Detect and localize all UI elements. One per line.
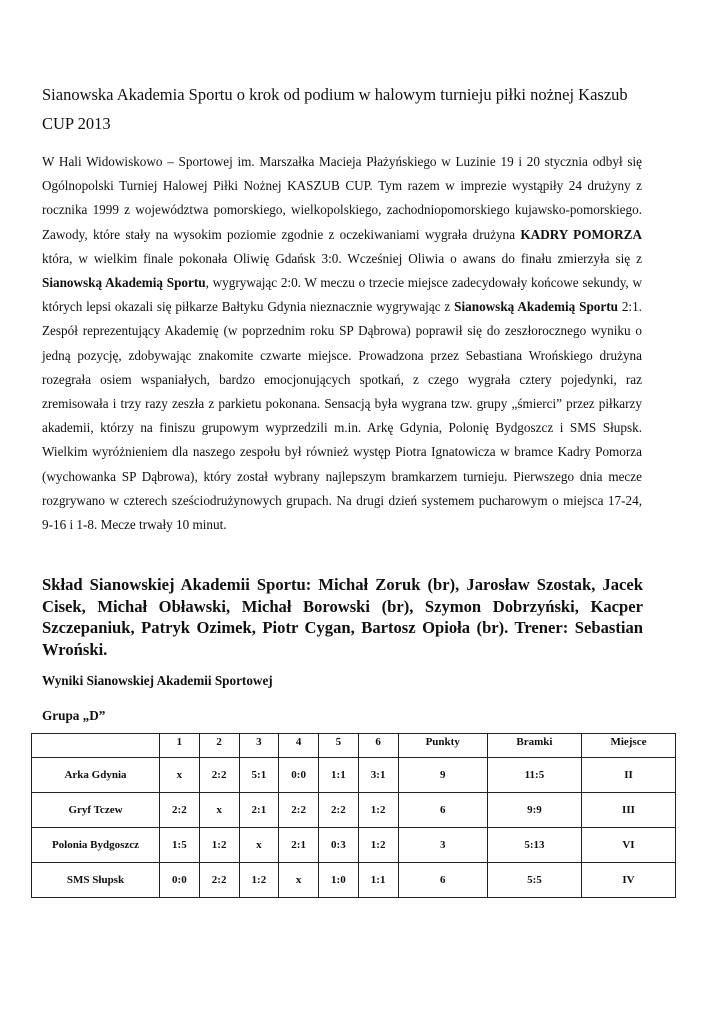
table-cell: 5:13 (487, 828, 581, 863)
team-cell: Gryf Tczew (32, 793, 160, 828)
table-cell: 3:1 (358, 758, 398, 793)
table-cell: 0:3 (319, 828, 359, 863)
table-cell: 1:2 (358, 793, 398, 828)
table-cell: 1:2 (199, 828, 239, 863)
body-bold-akademia-2: Sianowską Akademią Sportu (454, 299, 618, 315)
table-cell: 6 (398, 863, 487, 898)
table-cell: 9:9 (487, 793, 581, 828)
table-row (32, 793, 676, 828)
header-cell: 4 (279, 734, 319, 758)
table-cell: 1:0 (319, 863, 359, 898)
table-cell: 1:2 (239, 863, 279, 898)
table-cell: 6 (398, 793, 487, 828)
team-cell: Polonia Bydgoszcz (32, 828, 160, 863)
table-cell: 2:2 (199, 863, 239, 898)
table-cell: III (581, 793, 675, 828)
table-cell: 1:1 (319, 758, 359, 793)
table-cell: 11:5 (487, 758, 581, 793)
table-header-row (32, 734, 676, 758)
table-cell: IV (581, 863, 675, 898)
table-cell: 2:1 (279, 828, 319, 863)
table-cell: 5:5 (487, 863, 581, 898)
body-bold-kadry: KADRY POMORZA (520, 226, 643, 242)
table-row (32, 828, 676, 863)
table-cell: 5:1 (239, 758, 279, 793)
article-title: Sianowska Akademia Sportu o krok od podium w halowym turnieju piłki nożnej Kaszub CUP 2013 (42, 85, 628, 133)
team-cell: SMS Słupsk (32, 863, 160, 898)
table-cell: x (279, 863, 319, 898)
squad-paragraph: Skład Sianowskiej Akademii Sportu: Michał Zoruk (br), Jarosław Szostak, Jacek Cisek, Michał Obławski, Michał Borowski (br), Szymon Dobrzyński, Kacper Szczepaniuk, Patryk Ozimek, Piotr Cygan, Bartosz Opioła (br). Trener: Sebastian Wroński. (42, 575, 643, 659)
header-cell: 5 (319, 734, 359, 758)
team-cell: Arka Gdynia (32, 758, 160, 793)
table-cell: VI (581, 828, 675, 863)
header-cell: 3 (239, 734, 279, 758)
header-cell: 6 (358, 734, 398, 758)
table-cell: x (160, 758, 200, 793)
body-bold-akademia-1: Sianowską Akademią Sportu (42, 275, 206, 291)
results-heading: Wyniki Sianowskiej Akademii Sportowej (42, 673, 273, 688)
body-text-3: , wygrywając 2:0. W meczu o trzecie miejsce zadecydowały końcowe sekundy, w których lepsi okazali się piłkarze Bałtyku Gdynia nieznacznie wygrywając z (42, 275, 642, 315)
table-cell: 1:2 (358, 828, 398, 863)
table-cell: 3 (398, 828, 487, 863)
table-cell: 0:0 (279, 758, 319, 793)
table-cell: 2:1 (239, 793, 279, 828)
table-cell: 2:2 (160, 793, 200, 828)
table-cell: x (199, 793, 239, 828)
table-row (32, 758, 676, 793)
table-cell: 1:1 (358, 863, 398, 898)
table-cell: 9 (398, 758, 487, 793)
body-text-4: 2:1. Zespół reprezentujący Akademię (w poprzednim roku SP Dąbrowa) poprawił się do zeszłorocznego wyniku o jedną pozycję, zdobywając znakomite czwarte miejsce. Prowadzona przez Sebastiana Wrońskiego drużyna rozegrała osiem wspaniałych, bardzo emocjonujących spotkań, z czego wygrała cztery pojedynki, raz zremisowała i trzy razy zeszła z parkietu pokonana. Sensacją była wygrana tzw. grupy „śmierci” przez piłkarzy akademii, którzy na finiszu grupowym wyprzedzili m.in. Arkę Gdynia, Polonię Bydgoszcz i SMS Słupsk. Wielkim wyróżnieniem dla naszego zespołu był również występ Piotra Ignatowicza w bramce Kadry Pomorza (wychowanka SP Dąbrowa), który został wybrany najlepszym bramkarzem turnieju. Pierwszego dnia mecze rozgrywano w czterech sześciodrużynowych grupach. Na drugi dzień systemem pucharowym o miejsca 17-24, 9-16 i 1-8. Mecze trwały 10 minut. (42, 299, 642, 533)
table-cell: 2:2 (319, 793, 359, 828)
table-cell: x (239, 828, 279, 863)
header-cell: Punkty (398, 734, 487, 758)
header-cell: Miejsce (581, 734, 675, 758)
header-cell (32, 734, 160, 758)
table-cell: II (581, 758, 675, 793)
results-table (31, 733, 676, 898)
table-row (32, 863, 676, 898)
header-cell: 2 (199, 734, 239, 758)
table-cell: 1:5 (160, 828, 200, 863)
group-heading: Grupa „D” (42, 708, 106, 723)
table-cell: 0:0 (160, 863, 200, 898)
table-cell: 2:2 (279, 793, 319, 828)
header-cell: 1 (160, 734, 200, 758)
header-cell: Bramki (487, 734, 581, 758)
article-body (42, 150, 642, 537)
body-text-2: która, w wielkim finale pokonała Oliwię Gdańsk 3:0. Wcześniej Oliwia o awans do finału zmierzyła się z (42, 250, 642, 266)
table-cell: 2:2 (199, 758, 239, 793)
body-text-1: W Hali Widowiskowo – Sportowej im. Marszałka Macieja Płażyńskiego w Luzinie 19 i 20 stycznia odbył się Ogólnopolski Turniej Halowej Piłki Nożnej KASZUB CUP. Tym razem w imprezie wystąpiły 24 drużyny z rocznika 1999 z województwa pomorskiego, wielkopolskiego, zachodniopomorskiego kujawsko-pomorskiego. Zawody, które stały na wysokim poziomie zgodnie z oczekiwaniami wygrała drużyna (42, 154, 642, 242)
